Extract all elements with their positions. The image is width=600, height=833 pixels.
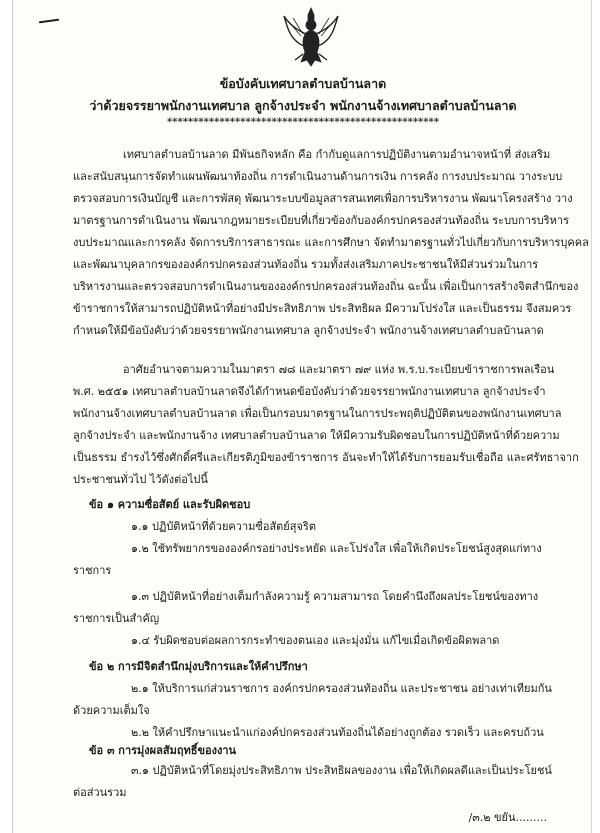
clause-line-continued: ด้วยความเต็มใจ [73,704,150,717]
document-title: ข้อบังคับเทศบาลตำบลบ้านลาด [219,76,387,91]
section-heading: ข้อ ๒ การมีจิตสำนึกมุ่งบริการและให้คำปรึกษา [89,660,308,673]
clause-line: ๓.๑ ปฏิบัติหน้าที่โดยมุ่งประสิทธิภาพ ประสิทธิผลของงาน เพื่อให้เกิดผลดีและเป็นประโยชน์ [131,764,552,777]
authority-line: ลูกจ้างประจำ และพนักงานจ้าง เทศบาลตำบลบ้านลาด ให้มีความรับผิดชอบในการปฏิบัติหน้าที่ด้วยความ [73,429,560,442]
document-page [12,0,592,833]
preamble-line: มาตรฐานการดำเนินงาน พัฒนากฎหมายระเบียบที่เกี่ยวข้องกับองค์กรปกครองส่วนท้องถิ่น ระบบการบริหาร [73,214,570,227]
clause-line-continued: ราชการเป็นสำคัญ [73,612,160,625]
pen-mark [39,19,59,24]
authority-line: ประชาชนทั่วไป ไว้ดังต่อไปนี้ [73,473,208,486]
authority-line: อาศัยอำนาจตามความในมาตรา ๗๘ และมาตรา ๗๙ แห่ง พ.ร.บ.ระเบียบข้าราชการพลเรือน [123,363,555,376]
clause-line: ๑.๑ ปฏิบัติหน้าที่ด้วยความซื่อสัตย์สุจริต [131,520,316,533]
preamble-line: เทศบาลตำบลบ้านลาด มีพันธกิจหลัก คือ กำกับดูแลการปฏิบัติงานตามอำนาจหน้าที่ ส่งเสริม [123,148,551,161]
clause-line: ๑.๔ รับผิดชอบต่อผลการกระทำของตนเอง และมุ่งมั่น แก้ไขเมื่อเกิดข้อผิดพลาด [131,634,500,647]
preamble-line: ข้าราชการให้สามารถปฏิบัติหน้าที่อย่างมีประสิทธิภาพ ประสิทธิผล มีความโปร่งใส และเป็นธรรม จึงสมควร [73,302,572,315]
preamble-line: และสนับสนุนการจัดทำแผนพัฒนาท้องถิ่น การดำเนินงานด้านการเงิน การคลัง การงบประมาณ วางระบบ [73,170,563,183]
authority-line: พนักงานจ้างเทศบาลตำบลบ้านลาด เพื่อเป็นกรอบมาตรฐานในการประพฤติปฏิบัติตนของพนักงานเทศบาล [73,407,562,420]
preamble-line: กำหนดให้มีข้อบังคับว่าด้วยจรรยาพนักงานเทศบาล ลูกจ้างประจำ พนักงานจ้างเทศบาลตำบลบ้านลาด [73,324,544,337]
document-subtitle: ว่าด้วยจรรยาพนักงานเทศบาล ลูกจ้างประจำ พนักงานจ้างเทศบาลตำบลบ้านลาด [89,98,517,113]
garuda-emblem-icon [281,6,341,70]
preamble-line: ตรวจสอบการเงินบัญชี และการพัสดุ พัฒนาระบบข้อมูลสารสนเทศเพื่อการบริหารงาน พัฒนาโครงสร้าง วาง [73,192,573,205]
preamble-line: งบประมาณและการคลัง จัดการบริการสาธารณะ และการศึกษา จัดทำมาตรฐานทั่วไปเกี่ยวกับการบริหารบุคคล [73,236,589,249]
clause-line: ๒.๒ ให้คำปรึกษาแนะนำแก่องค์ปกครองส่วนท้องถิ่นได้อย่างถูกต้อง รวดเร็ว และครบถ้วน [131,726,544,739]
clause-line: ๑.๓ ปฏิบัติหน้าที่อย่างเต็มกำลังความรู้ ความสามารถ โดยคำนึงถึงผลประโยชน์ของทาง [131,590,539,603]
preamble-line: และพัฒนาบุคลากรขององค์กรปกครองส่วนท้องถิ่น รวมทั้งส่งเสริมภาคประชาชนให้มีส่วนร่วมในการ [73,258,539,271]
authority-line: เป็นธรรม ธำรงไว้ซึ่งศักดิ์ศรีและเกียรติภูมิของข้าราชการ อันจะทำให้ได้รับการยอมรับเชื่อถือ และศรัทธาจาก [73,451,579,464]
clause-line-continued: ต่อส่วนรวม [73,786,127,799]
clause-line-continued: ราชการ [73,564,112,577]
continuation-note: /๓.๒ ขยัน......... [468,811,547,824]
clause-line: ๑.๒ ใช้ทรัพยากรขององค์กรอย่างประหยัด และโปร่งใส เพื่อให้เกิดประโยชน์สูงสุดแก่ทาง [131,542,542,555]
preamble-line: บริหารงานและตรวจสอบการดำเนินงานขององค์กรปกครองส่วนท้องถิ่น ฉะนั้น เพื่อเป็นการสร้างจิตสำนึกของ [73,280,579,293]
authority-line: พ.ศ. ๒๕๕๑ เทศบาลตำบลบ้านลาดจึงได้กำหนดข้อบังคับว่าด้วยจรรยาพนักงานเทศบาล ลูกจ้างประจำ [73,385,546,398]
section-heading: ข้อ ๓ การมุ่งผลสัมฤทธิ์ของงาน [89,744,237,757]
separator-stars: **************************************************** [167,117,439,128]
clause-line: ๒.๑ ให้บริการแก่ส่วนราชการ องค์กรปกครองส่วนท้องถิ่น และประชาชน อย่างเท่าเทียมกัน [131,682,552,695]
section-heading: ข้อ ๑ ความซื่อสัตย์ และรับผิดชอบ [89,498,251,511]
